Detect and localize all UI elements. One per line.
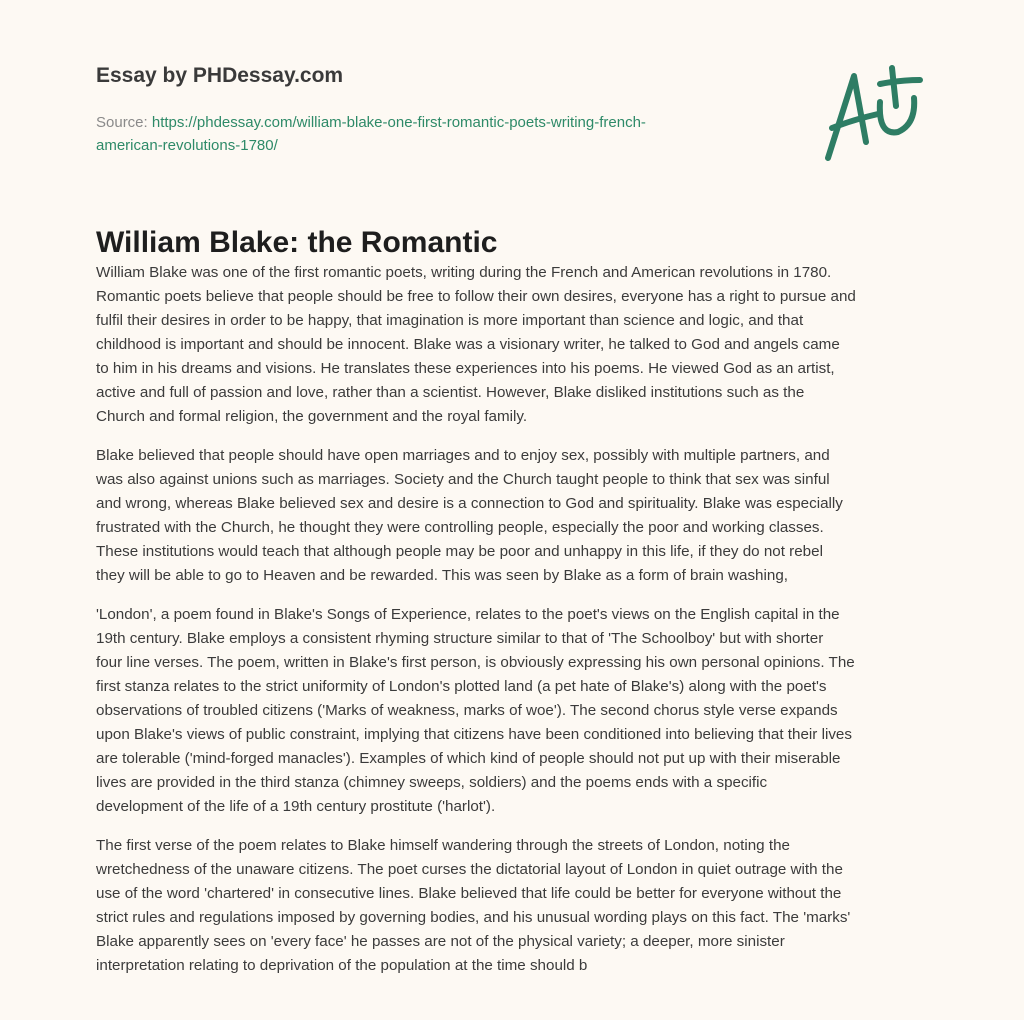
essay-paragraph: [96, 603, 946, 819]
paragraph-line: lives are provided in the third stanza (chimney sweeps, soldiers) and the poems ends with a specific: [96, 774, 768, 791]
paragraph-line: frustrated with the Church, he thought they were controlling people, especially the poor and working classes.: [96, 519, 824, 536]
paragraph-line: first stanza relates to the strict uniformity of London's plotted land (a pet hate of Blake's) along with the poet's: [96, 678, 827, 695]
paragraph-line: These institutions would teach that although people may be poor and unhappy in this life, if they do not rebel: [96, 543, 823, 560]
paragraph-line: Romantic poets believe that people should be free to follow their own desires, everyone has a right to pursue and: [96, 288, 856, 305]
paragraph-line: to him in his dreams and visions. He translates these experiences into his poems. He viewed God as an artist,: [96, 360, 835, 377]
paragraph-line: strict rules and regulations imposed by governing bodies, and his unusual wording plays on this fact. The 'marks': [96, 909, 851, 926]
paragraph-line: they will be able to go to Heaven and be rewarded. This was seen by Blake as a form of brain washing,: [96, 567, 788, 584]
a-plus-logo-icon: [818, 62, 930, 166]
paragraph-line: use of the word 'chartered' in consecutive lines. Blake believed that life could be better for everyone without the: [96, 885, 842, 902]
paragraph-line: observations of troubled citizens ('Marks of weakness, marks of woe'). The second chorus style verse expands: [96, 702, 838, 719]
essay-title: William Blake: the Romantic: [96, 226, 498, 259]
paragraph-line: fulfil their desires in order to be happy, that imagination is more important than science and logic, and that: [96, 312, 804, 329]
paragraph-line: William Blake was one of the first romantic poets, writing during the French and American revolutions in 1780.: [96, 264, 832, 281]
source-link-line-1[interactable]: https://phdessay.com/william-blake-one-first-romantic-poets-writing-french-: [151, 114, 646, 131]
paragraph-line: active and full of passion and love, rather than a scientist. However, Blake disliked institutions such as the: [96, 384, 805, 401]
paragraph-line: Church and formal religion, the government and the royal family.: [96, 408, 528, 425]
paragraph-line: interpretation relating to deprivation of the population at the time should b: [96, 957, 588, 974]
paragraph-line: are tolerable ('mind-forged manacles'). Examples of which kind of people should not put up with their miserable: [96, 750, 841, 767]
essay-paragraph: [96, 444, 946, 588]
source-line: [96, 111, 736, 157]
paragraph-line: 19th century. Blake employs a consistent rhyming structure similar to that of 'The Schoolboy' but with shorter: [96, 630, 824, 647]
source-link[interactable]: [96, 114, 646, 154]
paragraph-line: wretchedness of the unaware citizens. The poet curses the dictatorial layout of London in quiet outrage with the: [96, 861, 843, 878]
paragraph-line: Blake believed that people should have open marriages and to enjoy sex, possibly with multiple partners, and: [96, 447, 830, 464]
paragraph-line: The first verse of the poem relates to Blake himself wandering through the streets of London, noting the: [96, 837, 790, 854]
site-title: Essay by PHDessay.com: [96, 64, 344, 87]
paragraph-line: upon Blake's views of public constraint, implying that citizens have been conditioned into believing that their lives: [96, 726, 852, 743]
paragraph-line: Blake apparently sees on 'every face' he passes are not of the physical variety; a deeper, more sinister: [96, 933, 785, 950]
source-link-line-2[interactable]: american-revolutions-1780/: [96, 137, 278, 154]
paragraph-line: development of the life of a 19th century prostitute ('harlot').: [96, 798, 496, 815]
paragraph-line: four line verses. The poem, written in Blake's first person, is obviously expressing his own personal opinions. The: [96, 654, 855, 671]
essay-body: [96, 261, 946, 993]
paragraph-line: 'London', a poem found in Blake's Songs of Experience, relates to the poet's views on the English capital in the: [96, 606, 840, 623]
source-label: Source:: [96, 114, 148, 131]
paragraph-line: was also against unions such as marriages. Society and the Church taught people to think that sex was sinful: [96, 471, 830, 488]
paragraph-line: childhood is important and should be innocent. Blake was a visionary writer, he talked to God and angels came: [96, 336, 840, 353]
paragraph-line: and wrong, whereas Blake believed sex and desire is a connection to God and spirituality. Blake was especially: [96, 495, 843, 512]
essay-paragraph: [96, 261, 946, 429]
essay-paragraph: [96, 834, 946, 978]
